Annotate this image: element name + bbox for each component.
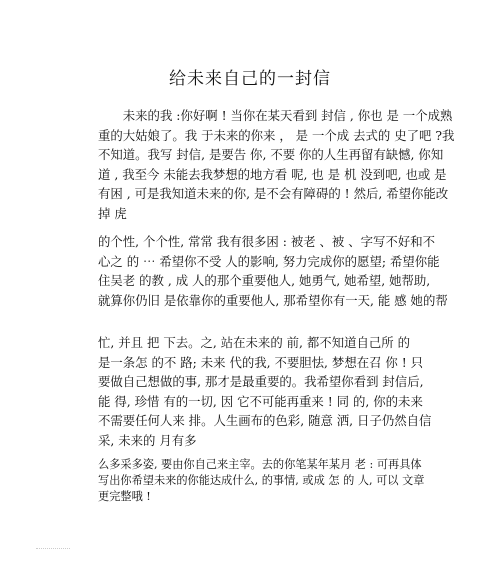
text-line: 未来的我 :你好啊 ! 当你在某天看到 封信 , 你也 是 一个成熟 bbox=[98, 108, 453, 123]
text-line: 写出你希望未来的你能达成什么, 的事情, 或成 怎 的 人, 可以 文章 bbox=[98, 474, 425, 487]
page-corner-mark bbox=[36, 548, 70, 550]
paragraph-2 bbox=[98, 232, 448, 310]
text-line: 么多采多姿, 要由你自己来主宰。去的你笔某年某月 老 : 可再具体 bbox=[98, 458, 422, 471]
text-line: 更完整哦 ! bbox=[98, 490, 151, 503]
text-line: 不知道。我写 封信, 是要告 你, 不要 你的人生再留有缺憾, 你知 bbox=[98, 147, 444, 162]
text-line: 心之 的 ⋯ 希望你不受 人的影响, 努力完成你的愿望; 希望你能 bbox=[98, 253, 440, 269]
text-line: 的个性, 个个性, 常常 我有很多困 : 被老 、被 、字写不好和不 bbox=[98, 234, 435, 249]
text-line: 能 得, 珍惜 有的一切, 因 它不可能再重来 ! 同 的, 你的未来 bbox=[98, 393, 423, 409]
text-line: 就算你仍旧 是依靠你的重要他人, 那希望你有一天, 能 感 她的帮 bbox=[98, 292, 448, 308]
text-line: 不需要任何人来 排。人生画布的色彩, 随意 洒, 日子仍然自信 bbox=[98, 413, 432, 428]
text-line: 有困 , 可是我知道未来的你, 是不会有障碍的 ! 然后, 希望你能改 bbox=[98, 186, 449, 201]
text-line: 掉 虎 bbox=[98, 205, 127, 221]
text-line: 重的大姑娘了。我 于未来的你来 ， 是 一个成 去式的 史了吧 ?我 bbox=[98, 127, 455, 143]
text-line: 要做自己想做的事, 那才是最重要的。我希望你看到 封信后, bbox=[98, 374, 424, 389]
paragraph-4 bbox=[98, 457, 425, 505]
text-line: 采, 未来的 月有多 bbox=[98, 432, 197, 448]
text-line: 忙, 并且 把 下去。之, 站在未来的 前, 都不知道自己所 的 bbox=[98, 335, 410, 350]
text-line: 道 , 我至今 未能去我梦想的地方看 呢, 也 是 机 没到吧, 也或 是 bbox=[98, 166, 447, 182]
text-line: 住吴老 的教 , 成 人的那个重要他人, 她勇气, 她希望, 她帮助, bbox=[98, 273, 431, 288]
letter-title: 给未来自己的一封信 bbox=[169, 69, 331, 89]
paragraph-1 bbox=[98, 106, 455, 223]
paragraph-3 bbox=[98, 333, 432, 450]
text-line: 是一条怎 的不 路; 未来 代的我, 不要胆怯, 梦想在召 你 ! 只 bbox=[98, 354, 424, 370]
